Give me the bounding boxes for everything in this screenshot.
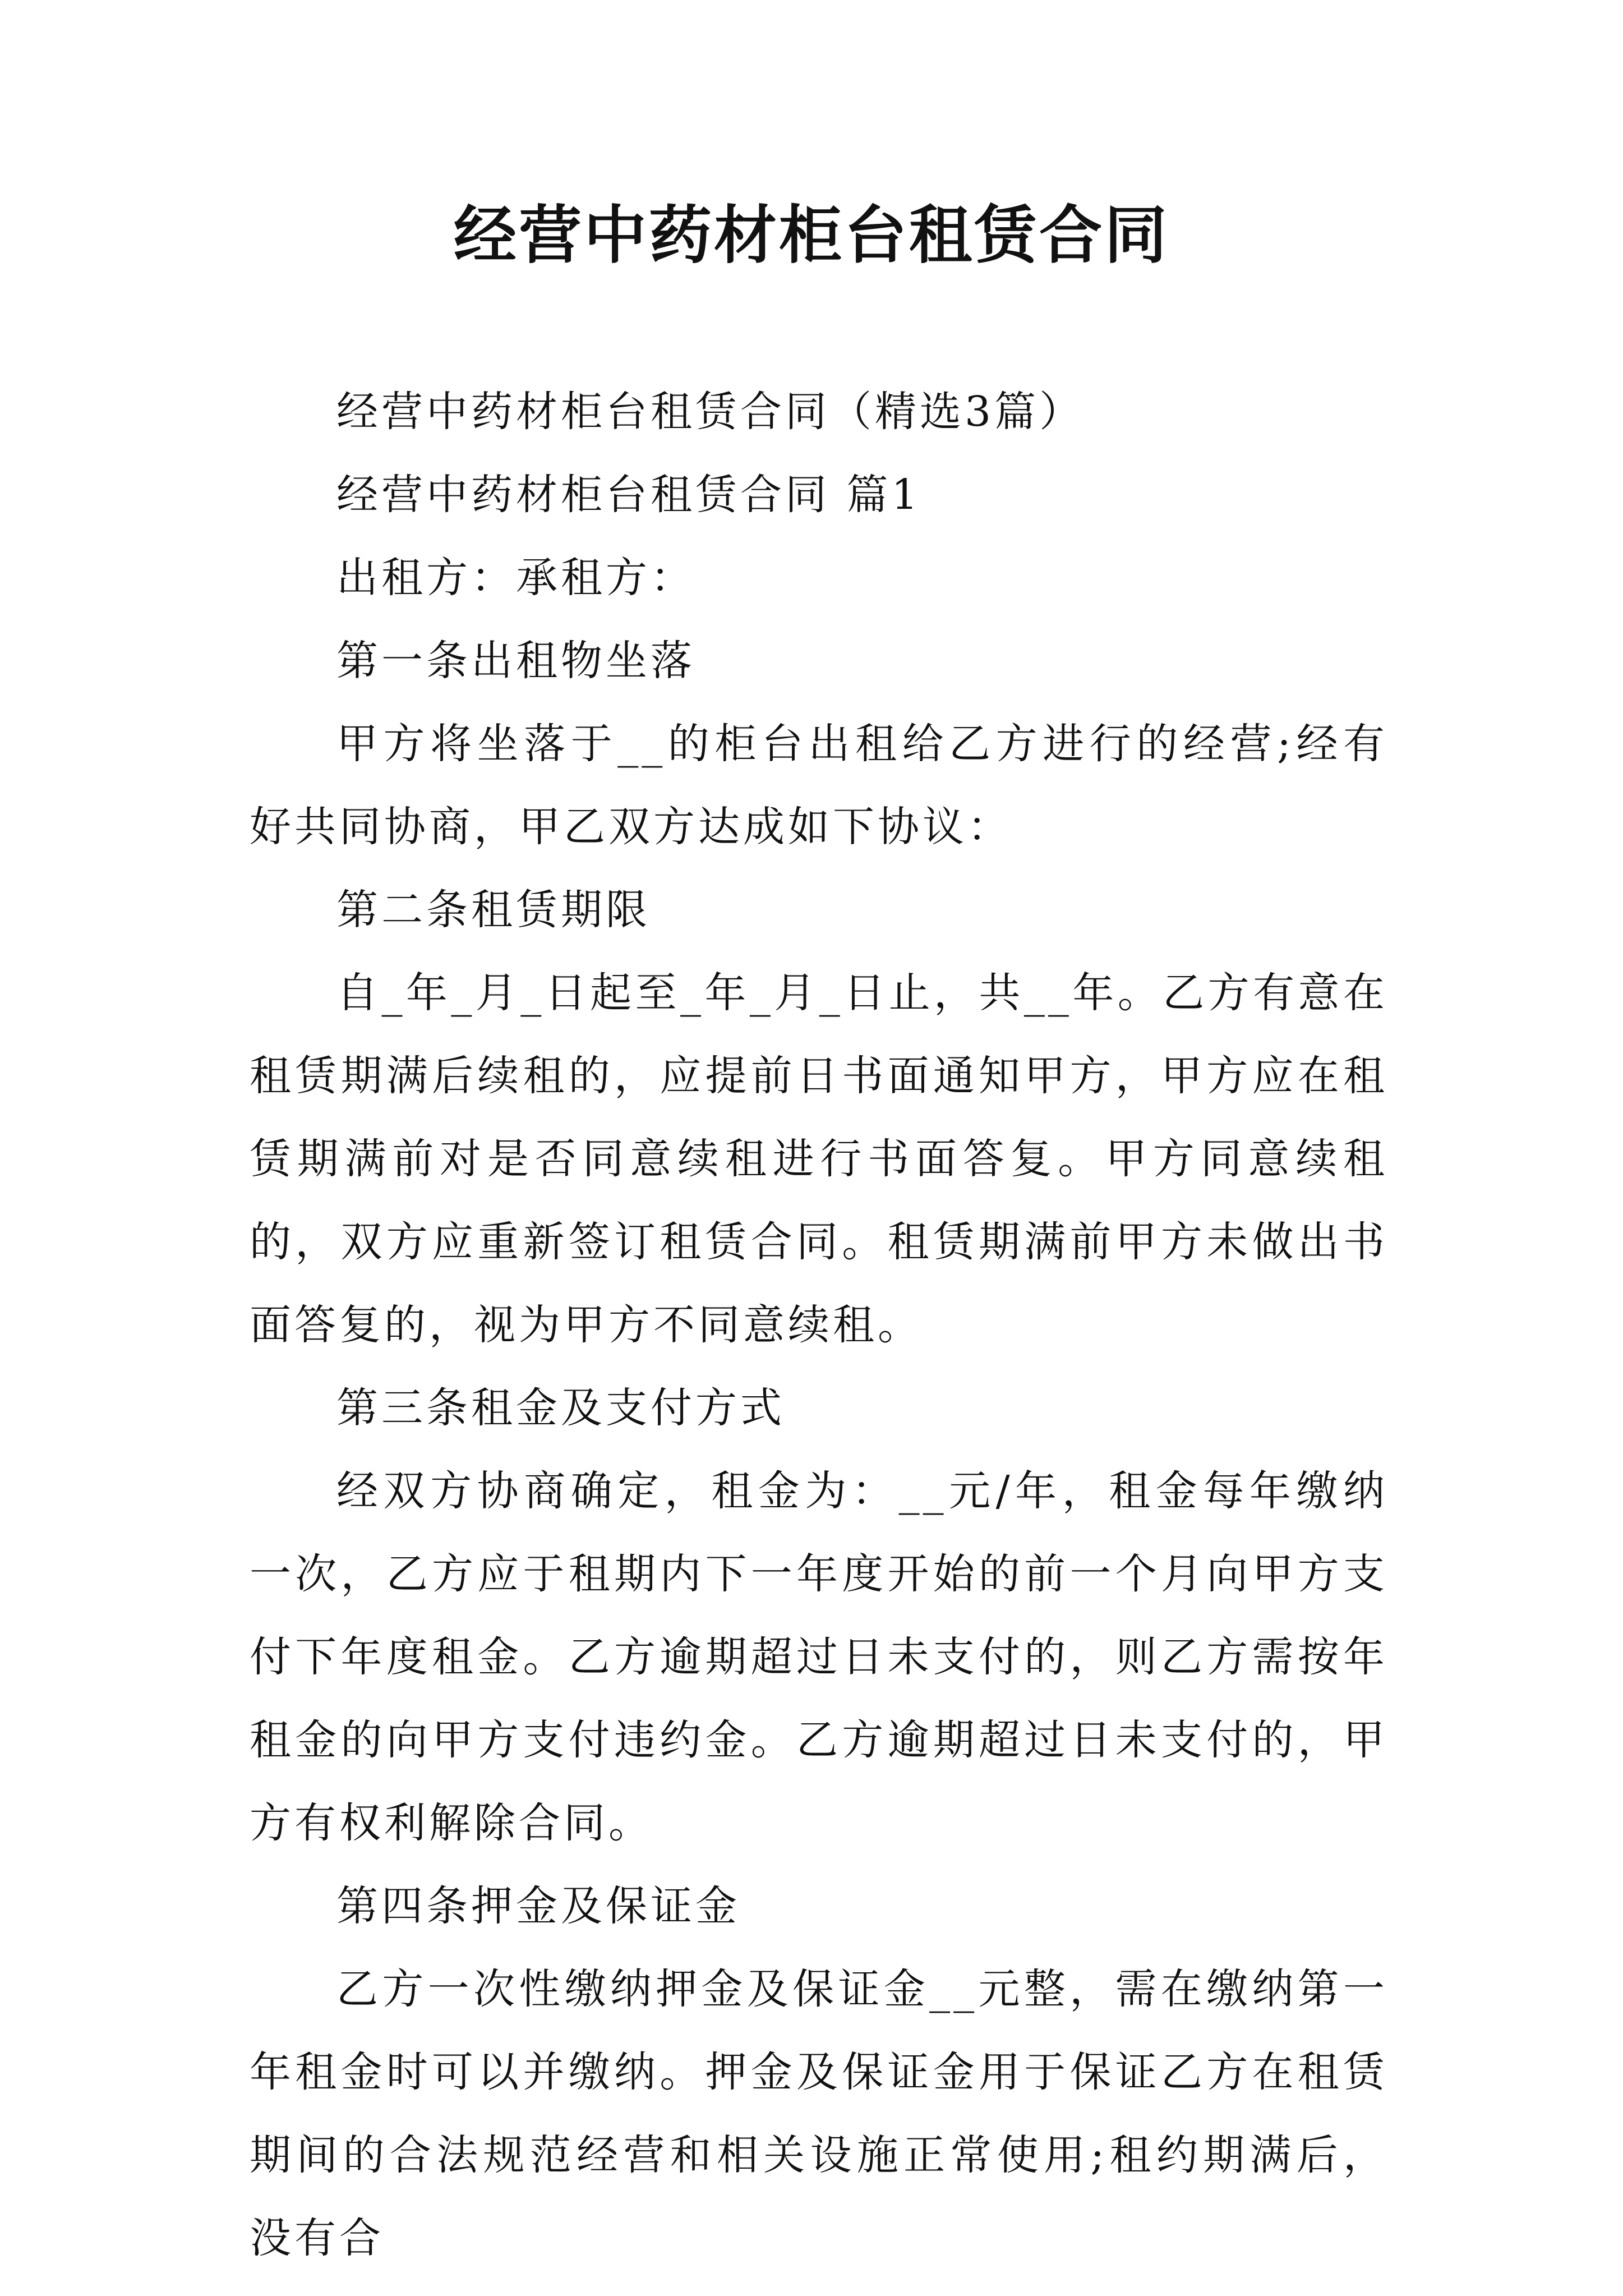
clause-text-2: 自_年_月_日起至_年_月_日止，共__年。乙方有意在租赁期满后续租的，应提前日书面通知甲方，甲方应在租赁期满前对是否同意续租进行书面答复。甲方同意续租的，双方应重新签订租赁合同。租赁期满前甲方未做出书面答复的，视为甲方不同意续租。 <box>250 969 1388 1349</box>
clause-heading-3: 第三条租金及支付方式 <box>336 1384 785 1432</box>
clause-heading-4: 第四条押金及保证金 <box>336 1882 740 1930</box>
paragraph-parties: 出租方：承租方： <box>336 554 695 602</box>
clause-text-3: 经双方协商确定，租金为：__元/年，租金每年缴纳一次，乙方应于租期内下一年度开始的前一个月向甲方支付下年度租金。乙方逾期超过日未支付的，则乙方需按年租金的向甲方支付违约金。乙方逾期超过日未支付的，甲方有权利解除合同。 <box>250 1467 1388 1847</box>
paragraph-part-heading: 经营中药材柜台租赁合同 篇1 <box>336 471 921 519</box>
paragraph-subtitle: 经营中药材柜台租赁合同（精选3篇） <box>336 388 1085 436</box>
clause-text-4: 乙方一次性缴纳押金及保证金__元整，需在缴纳第一年租金时可以并缴纳。押金及保证金用于保证乙方在租赁期间的合法规范经营和相关设施正常使用;租约期满后，没有合 <box>250 1965 1388 2262</box>
clause-text-1: 甲方将坐落于__的柜台出租给乙方进行的经营;经有好共同协商，甲乙双方达成如下协议： <box>250 720 1388 851</box>
document-title: 经营中药材柜台租赁合同 <box>454 199 1169 272</box>
clause-heading-2: 第二条租赁期限 <box>336 886 651 934</box>
document-body <box>250 370 1388 2280</box>
clause-heading-1: 第一条出租物坐落 <box>336 637 695 685</box>
